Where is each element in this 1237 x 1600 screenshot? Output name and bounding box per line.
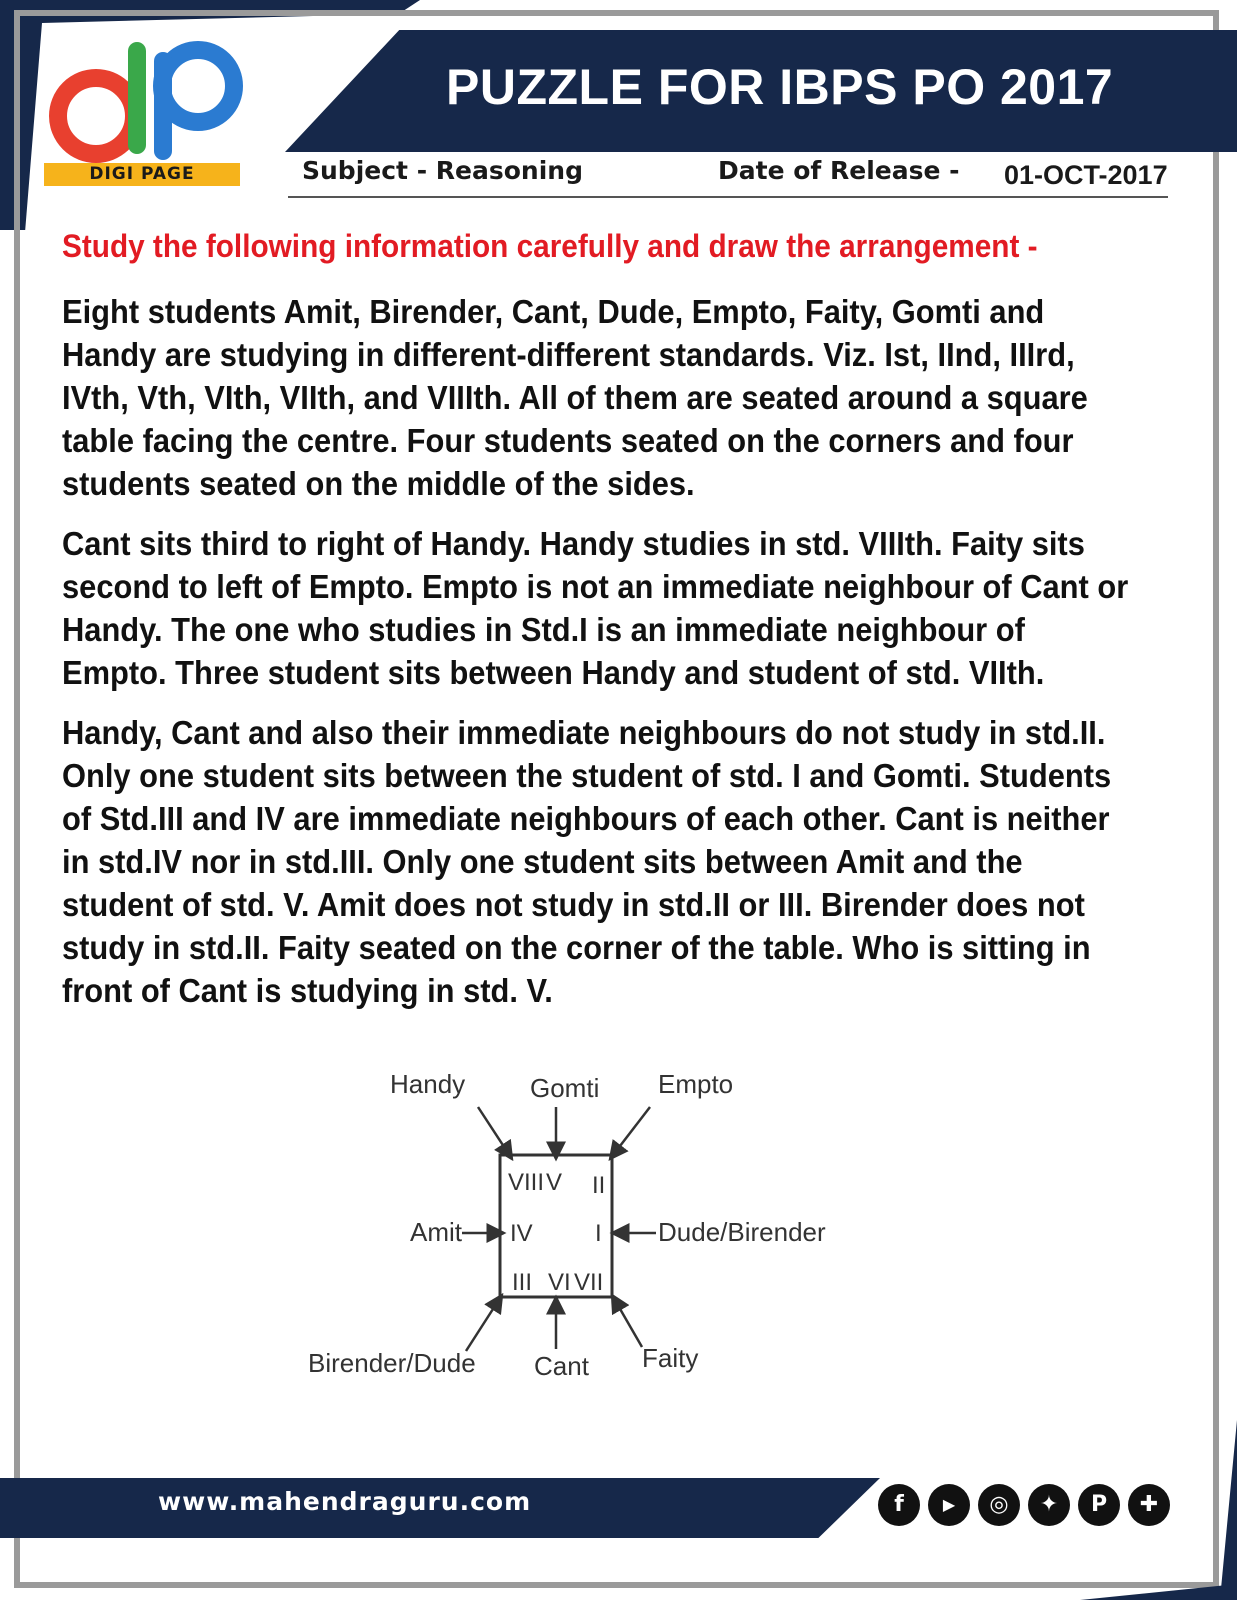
twitter-icon[interactable]: ✦ xyxy=(1028,1484,1070,1526)
std-bottom-right: VII xyxy=(574,1269,604,1296)
arrow-bottom-left xyxy=(466,1295,502,1351)
std-top-mid: V xyxy=(546,1169,563,1196)
page-title: PUZZLE FOR IBPS PO 2017 xyxy=(446,59,1114,115)
puzzle-paragraph-3: Handy, Cant and also their immediate neighbours do not study in std.II. Only one student sits between the student of std. I and Gomti. Students of Std.III and IV are immediate neighbours of each other. Cant is neither in std.IV nor in std.III. Only one student sits between Amit and the student of std. V. Amit does not study in std.II or III. Birender does not study in std.II. Faity seated on the corner of the table. Who is sitting in front of Cant is studying in std. V. xyxy=(62,714,1112,1009)
std-bottom-left: III xyxy=(512,1269,533,1296)
logo-p-bowl xyxy=(162,50,234,122)
std-mid-left: IV xyxy=(510,1220,533,1247)
logo-d-bowl xyxy=(58,78,134,154)
instagram-icon[interactable]: ◎ xyxy=(978,1484,1020,1526)
subject-label: Subject - Reasoning xyxy=(302,156,583,185)
name-top-right: Empto xyxy=(658,1069,734,1099)
std-top-left: VIII xyxy=(508,1169,545,1196)
std-mid-right: I xyxy=(595,1220,602,1247)
dp-logo xyxy=(38,34,248,164)
puzzle-paragraph-2: Cant sits third to right of Handy. Handy studies in std. VIIIth. Faity sits second to left of Empto. Empto is not an immediate neighbour of Cant or Handy. The one who studies in Std.I is an immediate neighbour of Empto. Three student sits between Handy and student of std. VIIth. xyxy=(62,525,1129,691)
name-top-left: Handy xyxy=(390,1069,466,1099)
name-mid-right: Dude/Birender xyxy=(658,1217,826,1247)
seating-diagram xyxy=(290,1055,850,1395)
release-date-value: 01-OCT-2017 xyxy=(1004,160,1168,190)
name-bottom-right: Faity xyxy=(642,1343,699,1373)
facebook-icon[interactable]: f xyxy=(878,1484,920,1526)
header-divider xyxy=(288,196,1168,198)
name-bottom-left: Birender/Dude xyxy=(308,1348,476,1378)
std-top-right: II xyxy=(592,1172,606,1199)
youtube-icon[interactable]: ▶ xyxy=(928,1484,970,1526)
logo-label: DIGI PAGE xyxy=(44,163,240,186)
pinterest-icon[interactable]: P xyxy=(1078,1484,1120,1526)
name-bottom-mid: Cant xyxy=(534,1351,589,1381)
android-icon[interactable]: ✚ xyxy=(1128,1484,1170,1526)
website-link[interactable]: www.mahendraguru.com xyxy=(158,1487,532,1516)
arrow-top-left xyxy=(478,1107,512,1159)
arrow-top-right xyxy=(610,1107,650,1159)
puzzle-paragraph-1: Eight students Amit, Birender, Cant, Dude, Empto, Faity, Gomti and Handy are studying in different-different standards. Viz. Ist, IInd, IIIrd, IVth, Vth, VIth, VIIth, and VIIIth. All of them are seated around a square table facing the centre. Four students seated on the corners and four students seated on the middle of the sides. xyxy=(62,293,1088,502)
arrow-bottom-right xyxy=(612,1295,642,1347)
release-date-label: Date of Release - xyxy=(718,156,960,185)
name-top-mid: Gomti xyxy=(530,1073,600,1103)
instruction-heading: Study the following information carefully and draw the arrangement - xyxy=(62,228,1038,264)
logo-p-stem xyxy=(154,52,172,160)
logo-d-stem xyxy=(128,42,146,154)
name-mid-left: Amit xyxy=(410,1217,462,1247)
std-bottom-mid: VI xyxy=(548,1269,571,1296)
